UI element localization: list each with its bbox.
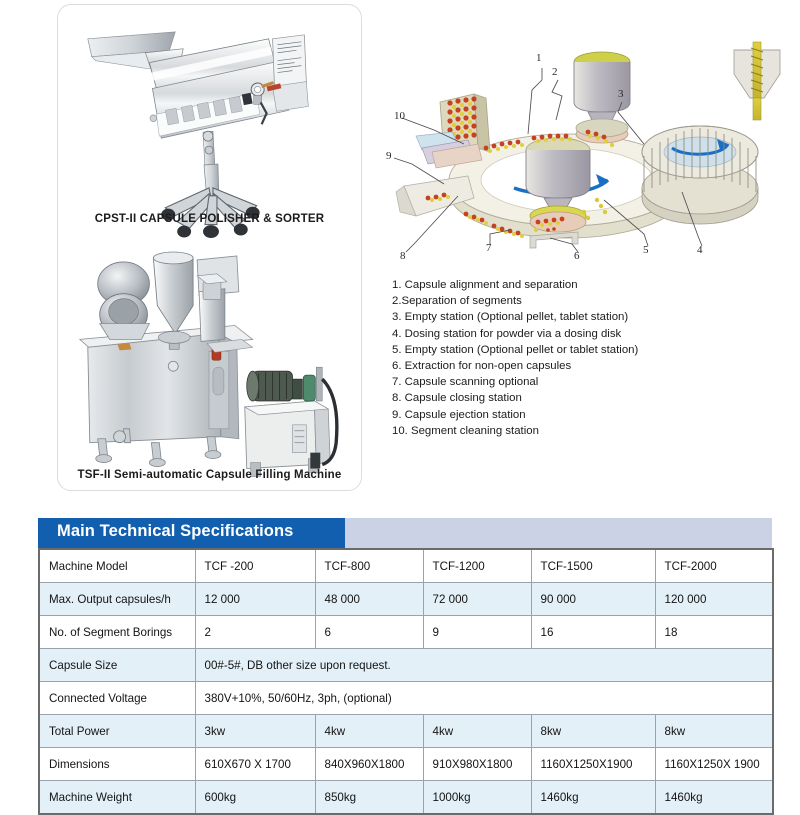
table-row — [39, 748, 773, 781]
callout-5: 5 — [643, 244, 649, 256]
table-row — [39, 549, 773, 583]
spec-table — [38, 548, 774, 815]
row-label: Dimensions — [39, 748, 195, 781]
callout-7: 7 — [486, 242, 492, 254]
row-cell: 1000kg — [423, 781, 531, 815]
capsule-polisher-illustration — [58, 11, 361, 241]
row-cell-wide: 380V+10%, 50/60Hz, 3ph, (optional) — [195, 682, 773, 715]
row-label: Capsule Size — [39, 649, 195, 682]
row-cell: TCF-1500 — [531, 549, 655, 583]
row-cell: 6 — [315, 616, 423, 649]
row-label: Total Power — [39, 715, 195, 748]
row-cell: 72 000 — [423, 583, 531, 616]
row-cell: 18 — [655, 616, 773, 649]
row-cell: 9 — [423, 616, 531, 649]
row-cell: TCF-2000 — [655, 549, 773, 583]
callout-8: 8 — [400, 250, 406, 262]
main-technical-specifications — [38, 518, 772, 815]
table-row — [39, 583, 773, 616]
step-item-3: 3. Empty station (Optional pellet, tablet station) — [392, 311, 629, 324]
capsule-filling-machine-illustration — [58, 248, 361, 486]
callout-1: 1 — [536, 52, 542, 64]
row-cell: 4kw — [423, 715, 531, 748]
spec-table-body — [39, 549, 773, 814]
row-cell: 910X980X1800 — [423, 748, 531, 781]
row-cell: 90 000 — [531, 583, 655, 616]
step-item-10: 10. Segment cleaning station — [392, 424, 539, 437]
row-cell: 4kw — [315, 715, 423, 748]
capsule-station-schematic-svg — [382, 40, 788, 275]
row-cell: TCF -200 — [195, 549, 315, 583]
table-row — [39, 682, 773, 715]
callout-10: 10 — [394, 110, 405, 122]
row-cell: 2 — [195, 616, 315, 649]
row-cell: 48 000 — [315, 583, 423, 616]
row-label: No. of Segment Borings — [39, 616, 195, 649]
spec-table-header-bar — [38, 518, 772, 548]
table-row — [39, 781, 773, 815]
row-cell-wide: 00#-5#, DB other size upon request. — [195, 649, 773, 682]
callout-9: 9 — [386, 150, 392, 162]
row-label: Machine Weight — [39, 781, 195, 815]
step-item-8: 8. Capsule closing station — [392, 392, 522, 405]
row-label: Machine Model — [39, 549, 195, 583]
row-cell: 16 — [531, 616, 655, 649]
row-cell: 600kg — [195, 781, 315, 815]
step-item-7: 7. Capsule scanning optional — [392, 376, 539, 389]
row-cell: 1160X1250X1900 — [531, 748, 655, 781]
photo-capsule-filler — [58, 248, 361, 488]
row-cell: 1460kg — [531, 781, 655, 815]
row-cell: 840X960X1800 — [315, 748, 423, 781]
spec-table-title: Main Technical Specifications — [57, 522, 294, 540]
step-item-6: 6. Extraction for non-open capsules — [392, 360, 572, 373]
table-row — [39, 616, 773, 649]
photo-capsule-polisher — [58, 11, 361, 243]
row-cell: 120 000 — [655, 583, 773, 616]
step-item-9: 9. Capsule ejection station — [392, 408, 526, 421]
process-schematic-diagram — [382, 40, 788, 275]
station-step-list — [392, 277, 732, 439]
row-cell: 850kg — [315, 781, 423, 815]
row-cell: 8kw — [655, 715, 773, 748]
product-photo-panel — [57, 4, 362, 491]
row-cell: TCF-800 — [315, 549, 423, 583]
step-item-4: 4. Dosing station for powder via a dosing disk — [392, 327, 622, 340]
row-label: Max. Output capsules/h — [39, 583, 195, 616]
table-row — [39, 715, 773, 748]
row-cell: 3kw — [195, 715, 315, 748]
row-cell: 8kw — [531, 715, 655, 748]
row-label: Connected Voltage — [39, 682, 195, 715]
step-item-5: 5. Empty station (Optional pellet or tablet station) — [392, 343, 639, 356]
photo-caption-polisher: CPST-II CAPSULE POLISHER & SORTER — [94, 213, 325, 225]
callout-4: 4 — [697, 244, 703, 256]
table-row — [39, 649, 773, 682]
row-cell: TCF-1200 — [423, 549, 531, 583]
row-cell: 610X670 X 1700 — [195, 748, 315, 781]
row-cell: 12 000 — [195, 583, 315, 616]
row-cell: 1160X1250X 1900 — [655, 748, 773, 781]
callout-3: 3 — [618, 88, 624, 100]
step-item-2: 2.Separation of segments — [392, 295, 522, 308]
row-cell: 1460kg — [655, 781, 773, 815]
photo-caption-filler: TSF-II Semi-automatic Capsule Filling Machine — [77, 469, 342, 481]
callout-6: 6 — [574, 250, 580, 262]
step-item-1: 1. Capsule alignment and separation — [392, 279, 578, 291]
callout-2: 2 — [552, 66, 558, 78]
